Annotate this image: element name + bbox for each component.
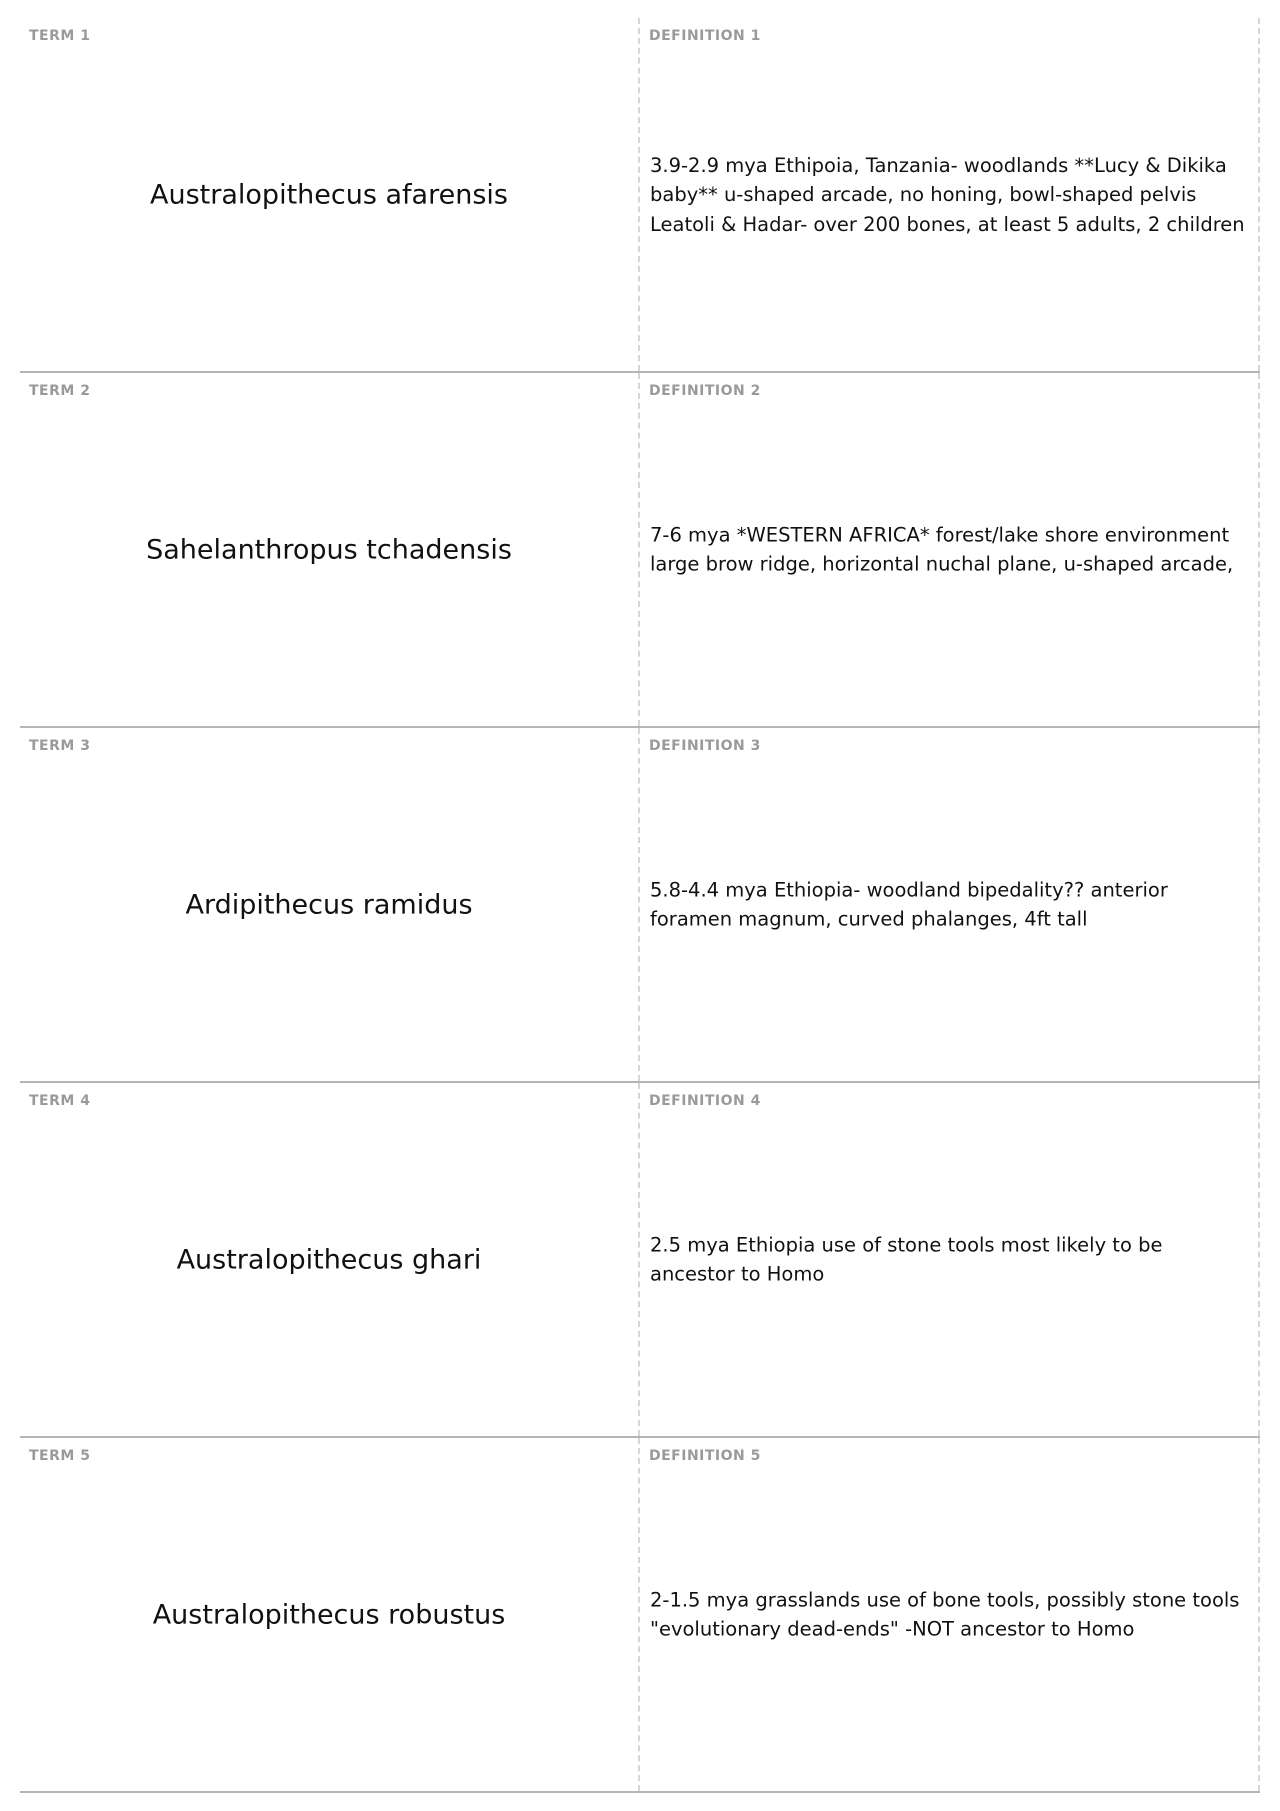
definition-side (640, 1083, 1260, 1436)
definition-side (640, 373, 1260, 726)
term-side (20, 373, 640, 726)
definition-text: 5.8-4.4 mya Ethiopia- woodland bipedality?? anterior foramen magnum, curved phalanges, 4ft tall (650, 878, 1168, 931)
term-side (20, 728, 640, 1081)
term-label: TERM 5 (29, 1448, 91, 1464)
term-text: Australopithecus robustus (152, 1599, 506, 1630)
flashcard (20, 18, 1260, 373)
definition-label: DEFINITION 4 (649, 1093, 761, 1109)
term-label: TERM 1 (29, 28, 91, 44)
term-side (20, 18, 640, 371)
term-label: TERM 3 (29, 738, 91, 754)
definition-label: DEFINITION 3 (649, 738, 761, 754)
definition-text: 3.9-2.9 mya Ethipoia, Tanzania- woodlands **Lucy & Dikika baby** u-shaped arcade, no honing, bowl-shaped pelvis Leatoli & Hadar- over 200 bones, at least 5 adults, 2 children (650, 153, 1245, 236)
term-text: Australopithecus afarensis (150, 179, 508, 210)
term-text: Australopithecus ghari (176, 1244, 482, 1275)
definition-side (640, 728, 1260, 1081)
flashcard (20, 1083, 1260, 1438)
definition-text: 2.5 mya Ethiopia use of stone tools most likely to be ancestor to Homo (650, 1233, 1163, 1286)
term-label: TERM 2 (29, 383, 91, 399)
flashcard (20, 728, 1260, 1083)
term-text: Sahelanthropus tchadensis (146, 534, 512, 565)
definition-text: 2-1.5 mya grasslands use of bone tools, possibly stone tools "evolutionary dead-ends" -NOT ancestor to Homo (650, 1588, 1240, 1641)
flashcard (20, 1438, 1260, 1793)
definition-text: 7-6 mya *WESTERN AFRICA* forest/lake shore environment large brow ridge, horizontal nuchal plane, u-shaped arcade, (650, 523, 1234, 576)
term-label: TERM 4 (29, 1093, 91, 1109)
flashcard-sheet (20, 18, 1260, 1793)
flashcard (20, 373, 1260, 728)
term-side (20, 1083, 640, 1436)
definition-label: DEFINITION 2 (649, 383, 761, 399)
definition-side (640, 1438, 1260, 1791)
definition-label: DEFINITION 5 (649, 1448, 761, 1464)
term-side (20, 1438, 640, 1791)
definition-side (640, 18, 1260, 371)
term-text: Ardipithecus ramidus (185, 889, 473, 920)
definition-label: DEFINITION 1 (649, 28, 761, 44)
